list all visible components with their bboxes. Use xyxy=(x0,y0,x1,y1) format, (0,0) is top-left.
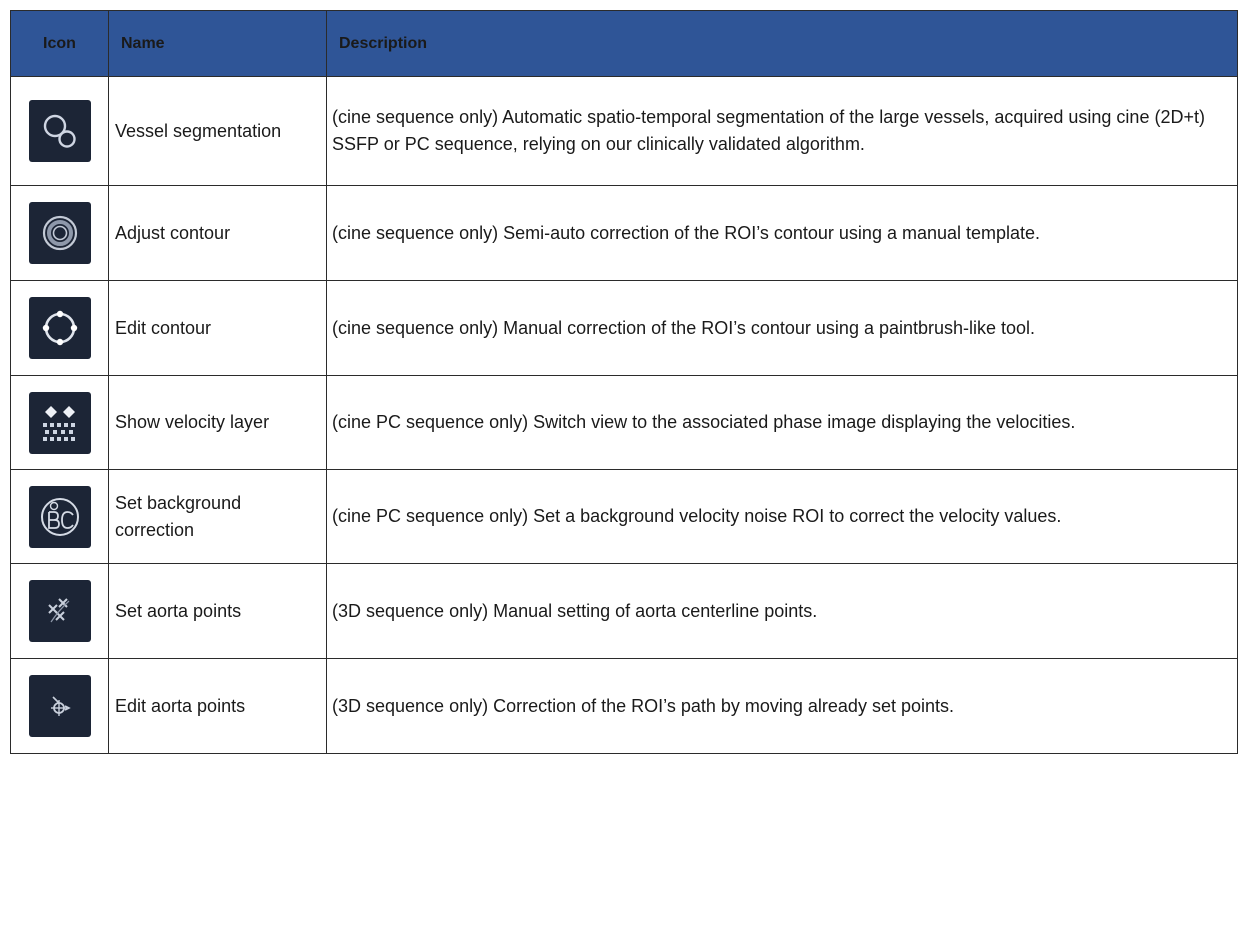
row-description: (cine sequence only) Semi-auto correction of the ROI’s contour using a manual template. xyxy=(327,186,1238,281)
row-name: Adjust contour xyxy=(109,186,327,281)
row-description: (3D sequence only) Correction of the ROI’s path by moving already set points. xyxy=(327,659,1238,754)
row-description: (3D sequence only) Manual setting of aorta centerline points. xyxy=(327,564,1238,659)
row-name: Set background correction xyxy=(109,470,327,564)
row-name: Edit contour xyxy=(109,281,327,376)
header-icon: Icon xyxy=(11,11,109,77)
edit-aorta-points-icon xyxy=(29,675,91,737)
vessel-segmentation-icon xyxy=(29,100,91,162)
table-row xyxy=(11,186,1238,281)
tools-table xyxy=(10,10,1238,754)
row-name: Show velocity layer xyxy=(109,376,327,470)
table-row xyxy=(11,281,1238,376)
table-row xyxy=(11,376,1238,470)
table-row xyxy=(11,659,1238,754)
table-row xyxy=(11,564,1238,659)
table-row xyxy=(11,77,1238,186)
set-aorta-points-icon xyxy=(29,580,91,642)
edit-contour-icon xyxy=(29,297,91,359)
table-header-row xyxy=(11,11,1238,77)
header-description: Description xyxy=(327,11,1238,77)
row-name: Edit aorta points xyxy=(109,659,327,754)
row-name: Vessel segmentation xyxy=(109,77,327,186)
row-description: (cine sequence only) Manual correction of the ROI’s contour using a paintbrush-like tool. xyxy=(327,281,1238,376)
header-name: Name xyxy=(109,11,327,77)
velocity-layer-icon xyxy=(29,392,91,454)
row-description: (cine PC sequence only) Set a background velocity noise ROI to correct the velocity values. xyxy=(327,470,1238,564)
table-row xyxy=(11,470,1238,564)
row-description: (cine sequence only) Automatic spatio-temporal segmentation of the large vessels, acquired using cine (2D+t) SSFP or PC sequence, relying on our clinically validated algorithm. xyxy=(327,77,1238,186)
row-name: Set aorta points xyxy=(109,564,327,659)
background-correction-icon xyxy=(29,486,91,548)
adjust-contour-icon xyxy=(29,202,91,264)
row-description: (cine PC sequence only) Switch view to the associated phase image displaying the velocities. xyxy=(327,376,1238,470)
